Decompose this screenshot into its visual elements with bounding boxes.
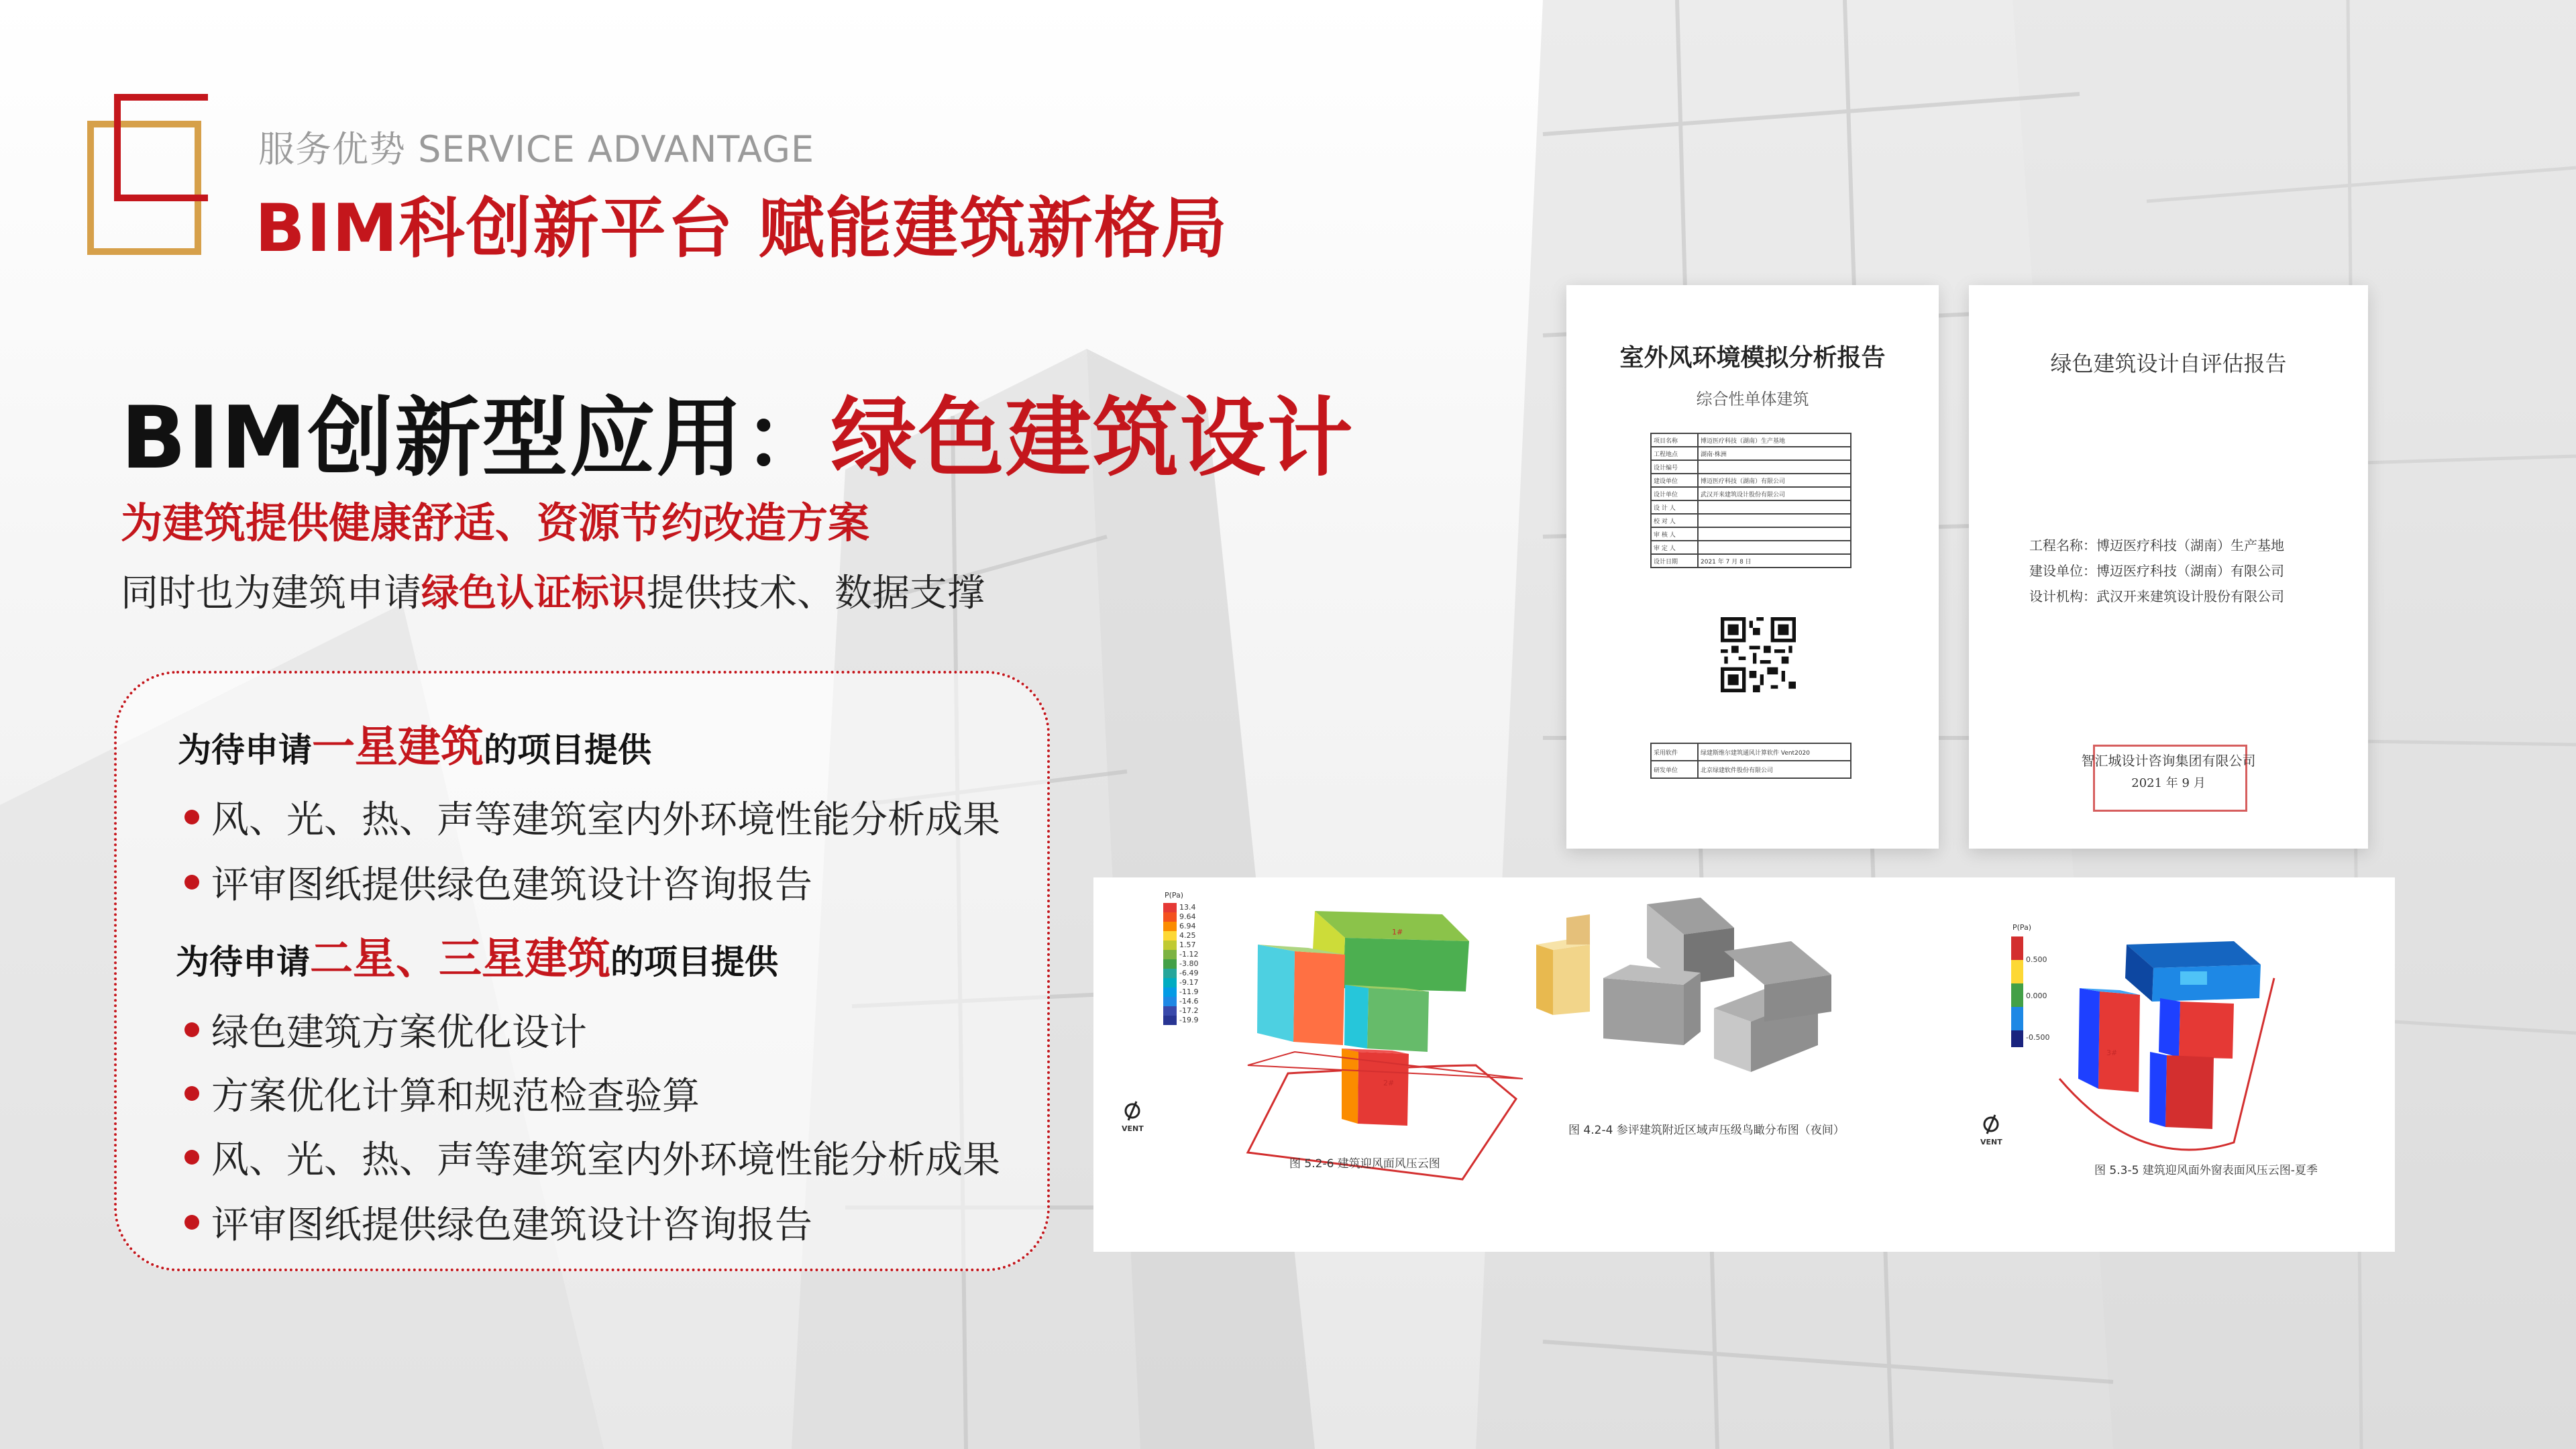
list-item-text: 绿色建筑方案优化设计 [211, 1011, 587, 1055]
vent-label: VENT [1122, 1124, 1144, 1133]
lead2-accent: 绿色认证标识 [421, 572, 647, 615]
legend-label: 6.94 [1179, 922, 1196, 930]
legend-label: -1.12 [1179, 950, 1199, 959]
table-row: 建设单位 博迈医疗科技（湖南）有限公司 [1651, 474, 1851, 487]
doc1-software-table [1650, 743, 1851, 779]
qr-code-icon [1721, 617, 1796, 692]
bullet-icon [184, 1022, 199, 1037]
doc2-owner: 建设单位：博迈医疗科技（湖南）有限公司 [2029, 563, 2284, 579]
table-row: 审 定 人 [1651, 541, 1851, 554]
table-row: 采用软件 绿建斯维尔建筑通风计算软件 Vent2020 [1651, 743, 1851, 761]
block-label: 2# [1383, 1079, 1395, 1087]
legend-label: 9.64 [1179, 912, 1196, 921]
group1-heading [178, 712, 651, 774]
logo-red-frame [114, 94, 208, 201]
legend-label: -9.17 [1179, 978, 1199, 987]
legend-label: -0.500 [2026, 1033, 2050, 1042]
table-row: 设计编号 [1651, 460, 1851, 474]
legend-label: 1.57 [1179, 941, 1196, 949]
legend-label: -19.9 [1179, 1016, 1199, 1024]
lead-text: 为建筑提供健康舒适、资源节约改造方案 [121, 498, 870, 547]
doc2-title: 绿色建筑设计自评估报告 [2050, 351, 2287, 376]
main-heading-prefix: BIM创新型应用： [121, 388, 831, 488]
block-label: 3# [2106, 1049, 2118, 1057]
legend3-unit: P(Pa) [2012, 923, 2032, 932]
legend-label: 0.000 [2026, 991, 2047, 1000]
group1-prefix: 为待申请 [178, 731, 312, 769]
legend-label: -17.2 [1179, 1006, 1199, 1015]
legend-label: 4.25 [1179, 931, 1196, 940]
green-report-cover [1969, 285, 2368, 849]
figure-caption: 图 5.3-5 建筑迎风面外窗表面风压云图-夏季 [2094, 1164, 2318, 1177]
list-item-text: 评审图纸提供绿色建筑设计咨询报告 [211, 863, 812, 907]
list-item-text: 评审图纸提供绿色建筑设计咨询报告 [211, 1203, 812, 1247]
legend-label: 13.4 [1179, 903, 1196, 912]
group2-prefix: 为待申请 [176, 943, 310, 981]
acoustic-model [1536, 898, 1831, 1072]
table-row: 设计单位 武汉开来建筑设计股份有限公司 [1651, 487, 1851, 500]
bullet-icon [184, 1086, 199, 1101]
legend-label: 0.500 [2026, 955, 2047, 964]
section-subtitle: 服务优势 SERVICE ADVANTAGE [258, 128, 815, 170]
table-row: 研发单位 北京绿建软件股份有限公司 [1651, 761, 1851, 778]
table-row: 审 核 人 [1651, 527, 1851, 541]
wind-report-cover [1566, 285, 1939, 849]
table-row: 项目名称 博迈医疗科技（湖南）生产基地 [1651, 433, 1851, 447]
table-row: 设 计 人 [1651, 500, 1851, 514]
list-item [184, 855, 812, 909]
main-heading-accent: 绿色建筑设计 [830, 388, 1354, 488]
simulation-figures-panel [1093, 877, 2395, 1252]
vent-label: VENT [1980, 1138, 2002, 1146]
bullet-icon [184, 1215, 199, 1230]
legend-label: -6.49 [1179, 969, 1199, 977]
table-row: 校 对 人 [1651, 514, 1851, 527]
figure-caption: 图 4.2-4 参评建筑附近区域声压级鸟瞰分布图（夜间） [1568, 1124, 1845, 1137]
lead2-prefix: 同时也为建筑申请 [121, 572, 421, 615]
doc2-project: 工程名称：博迈医疗科技（湖南）生产基地 [2029, 537, 2284, 553]
doc2-date: 2021 年 9 月 [2131, 776, 2206, 790]
legend-label: -11.9 [1179, 987, 1199, 996]
main-heading [121, 369, 1354, 492]
group2-suffix: 的项目提供 [610, 943, 778, 981]
bullet-icon [184, 1150, 199, 1165]
doc1-title: 室外风环境模拟分析报告 [1619, 343, 1886, 372]
table-row: 工程地点 湖南·株洲 [1651, 447, 1851, 460]
simulation-figures-art [1093, 877, 2395, 1252]
lead-secondary-text [121, 564, 985, 617]
legend1-unit: P(Pa) [1165, 891, 1184, 900]
group2-accent: 二星、三星建筑 [310, 934, 610, 984]
doc1-subtitle: 综合性单体建筑 [1696, 390, 1809, 409]
logo-red-bar [114, 195, 208, 201]
list-item [184, 1067, 700, 1120]
block-label: 1# [1392, 928, 1403, 936]
vent-icon-1 [1126, 1102, 1139, 1120]
vent-icon-3 [1984, 1115, 1998, 1134]
group1-accent: 一星建筑 [312, 722, 484, 772]
pressure-legend-1 [1163, 903, 1177, 1025]
legend-label: -14.6 [1179, 997, 1199, 1006]
pressure-legend-3 [2011, 936, 2023, 1047]
doc2-designer: 设计机构：武汉开来建筑设计股份有限公司 [2029, 588, 2284, 604]
doc2-company: 智汇城设计咨询集团有限公司 [2081, 753, 2256, 769]
bullet-icon [184, 810, 199, 824]
group2-heading [176, 924, 778, 986]
bullet-icon [184, 875, 199, 890]
lead2-suffix: 提供技术、数据支撑 [647, 572, 985, 615]
list-item [184, 1195, 812, 1249]
doc1-info-table [1650, 433, 1851, 568]
legend-label: -3.80 [1179, 959, 1199, 968]
group1-suffix: 的项目提供 [484, 731, 651, 769]
brand-corner-logo [87, 94, 208, 255]
page-title: BIM科创新平台 赋能建筑新格局 [255, 191, 1228, 267]
list-item-text: 风、光、热、声等建筑室内外环境性能分析成果 [211, 798, 1000, 842]
table-row: 设计日期 2021 年 7 月 8 日 [1651, 554, 1851, 568]
figure-caption: 图 5.2-6 建筑迎风面风压云图 [1289, 1157, 1440, 1171]
window-pressure-model [2059, 941, 2274, 1150]
list-item-text: 风、光、热、声等建筑室内外环境性能分析成果 [211, 1138, 1000, 1182]
list-item [184, 790, 1000, 844]
list-item [184, 1003, 587, 1057]
list-item-text: 方案优化计算和规范检查验算 [211, 1075, 700, 1118]
list-item [184, 1130, 1000, 1184]
